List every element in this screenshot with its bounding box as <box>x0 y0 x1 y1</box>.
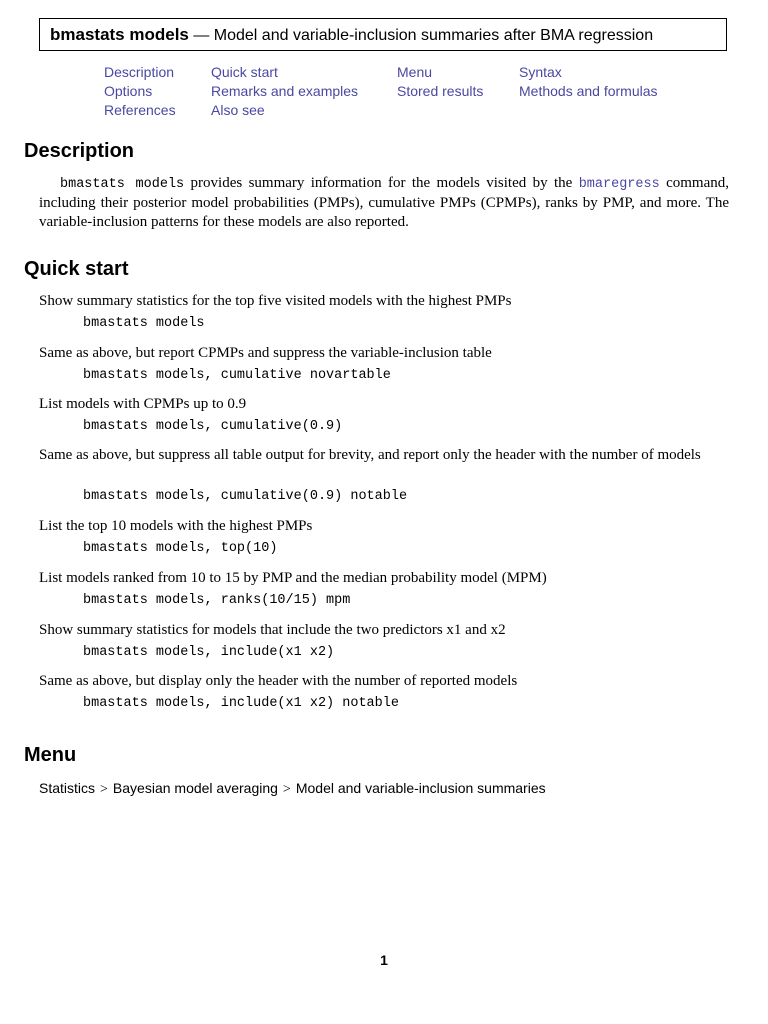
menu-path-separator: > <box>100 782 108 797</box>
quickstart-item-desc: List models with CPMPs up to 0.9 <box>39 396 247 412</box>
nav-link-stored-results[interactable]: Stored results <box>397 83 484 99</box>
title-command: bmastats models <box>50 25 189 44</box>
menu-path <box>39 780 546 798</box>
nav-link-menu[interactable]: Menu <box>397 64 433 80</box>
menu-path-item: Bayesian model averaging <box>112 780 278 796</box>
menu-path-item: Statistics <box>39 780 96 796</box>
title-dash: — <box>188 27 214 44</box>
quickstart-item-cmd: bmastats models, cumulative(0.9) notable <box>83 489 408 504</box>
section-heading-description: Description <box>24 140 135 162</box>
quickstart-item-desc: List models ranked from 10 to 15 by PMP and the median probability model (MPM) <box>39 570 547 586</box>
nav-link-quick-start[interactable]: Quick start <box>211 64 278 80</box>
quickstart-item-desc: Same as above, but display only the header with the number of reported models <box>39 673 518 689</box>
quickstart-item-cmd: bmastats models, include(x1 x2) <box>83 645 335 660</box>
quickstart-item-desc: Same as above, but suppress all table output for brevity, and report only the header with the number of models <box>39 447 701 463</box>
nav-link-methods-formulas[interactable]: Methods and formulas <box>519 83 658 99</box>
menu-path-item: Model and variable-inclusion summaries <box>295 780 546 796</box>
description-text-2: command, including their posterior model probabilities (PMPs), cumulative PMPs (CPMPs), ranks by PMP, and more. The variable-inclusion patterns for these models are also reported. <box>39 175 729 230</box>
nav-link-options[interactable]: Options <box>104 83 153 99</box>
quickstart-item-cmd: bmastats models, cumulative novartable <box>83 368 391 383</box>
description-paragraph <box>39 174 729 232</box>
page-title <box>39 18 727 51</box>
bmaregress-link[interactable]: bmaregress <box>578 177 660 192</box>
quickstart-item-cmd: bmastats models, cumulative(0.9) <box>83 419 343 434</box>
quickstart-item-cmd: bmastats models, ranks(10/15) mpm <box>83 593 351 608</box>
nav-link-also-see[interactable]: Also see <box>211 102 265 118</box>
description-command: bmastats models <box>60 177 185 192</box>
quickstart-item-desc: List the top 10 models with the highest PMPs <box>39 518 313 534</box>
nav-link-remarks-examples[interactable]: Remarks and examples <box>211 83 359 99</box>
nav-link-syntax[interactable]: Syntax <box>519 64 562 80</box>
menu-path-separator: > <box>282 782 291 797</box>
quickstart-item-cmd: bmastats models <box>83 316 205 331</box>
nav-link-references[interactable]: References <box>104 102 176 118</box>
quickstart-item-cmd: bmastats models, top(10) <box>83 541 278 556</box>
page-number: 1 <box>380 952 388 968</box>
description-text-1: provides summary information for the models visited by the <box>184 175 579 191</box>
quickstart-item-cmd: bmastats models, include(x1 x2) notable <box>83 696 399 711</box>
quickstart-item-desc: Show summary statistics for models that include the two predictors x1 and x2 <box>39 622 506 638</box>
nav-link-description[interactable]: Description <box>104 64 175 80</box>
quickstart-item-desc: Same as above, but report CPMPs and suppress the variable-inclusion table <box>39 345 492 361</box>
title-subtitle: Model and variable-inclusion summaries after BMA regression <box>213 27 654 44</box>
section-heading-menu: Menu <box>24 744 77 766</box>
quickstart-item-desc: Show summary statistics for the top five visited models with the highest PMPs <box>39 293 512 309</box>
section-heading-quick-start: Quick start <box>24 258 129 280</box>
